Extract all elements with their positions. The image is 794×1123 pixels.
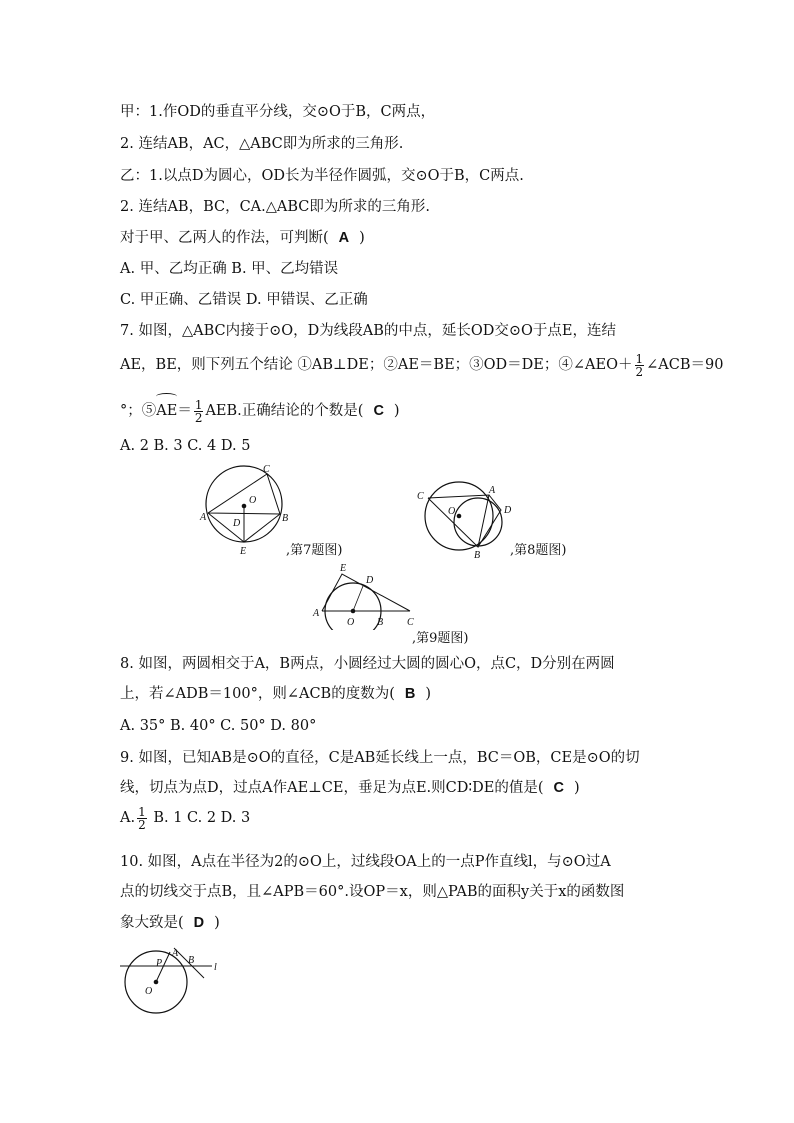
q10-answer: D	[193, 915, 205, 931]
q10-line2: 点的切线交于点B，且∠APB＝60°.设OP＝x，则△PAB的面积y关于x的函数图	[120, 884, 625, 900]
q8-answer: B	[404, 686, 416, 702]
q7-frac-num: 1	[635, 351, 644, 366]
fig8-center-dot	[457, 514, 462, 519]
q7-frac-den: 2	[635, 364, 644, 379]
fig9-label-e: E	[340, 563, 347, 574]
fig9-segment-od	[353, 586, 363, 611]
q7-line3-close: )	[393, 403, 400, 419]
q6-options-cd: C. 甲正确、乙错误 D. 甲错误、乙正确	[120, 292, 368, 308]
fig10-label-o: O	[145, 986, 153, 997]
fig10-label-b: B	[188, 955, 195, 966]
q10-line3-text: 象大致是(	[120, 915, 184, 931]
figure-q7	[198, 462, 298, 558]
fig8-label-b: B	[474, 550, 481, 560]
q9-frac-den: 2	[138, 817, 146, 832]
q10-line3	[120, 913, 220, 933]
fig8-small-circle	[454, 498, 502, 546]
fig10-center-dot	[154, 980, 159, 985]
figure-q10	[114, 946, 224, 1016]
q9-line2	[120, 778, 580, 798]
q8-options: A. 35° B. 40° C. 50° D. 80°	[120, 718, 317, 734]
fig7-label-c: C	[263, 464, 270, 475]
q7-options: A. 2 B. 3 C. 4 D. 5	[120, 438, 251, 454]
q8-line2-text: 上，若∠ADB＝100°，则∠ACB的度数为(	[120, 686, 395, 702]
caption-fig8: ,第8题图)	[510, 543, 567, 558]
q7-frac2-num: 1	[194, 397, 203, 412]
line-yi-step1: 乙：1.以点D为圆心，OD长为半径作圆弧，交⊙O于B，C两点.	[120, 168, 524, 184]
fig7-label-d: D	[233, 518, 241, 529]
fig9-center-dot	[351, 609, 356, 614]
fig9-label-a: A	[313, 608, 320, 619]
fig7-center-dot	[242, 504, 247, 509]
q9-option-a: A.	[120, 810, 136, 826]
q8-line2-close: )	[425, 686, 432, 702]
q10-line3-close: )	[214, 915, 220, 931]
figure-q9	[310, 562, 422, 630]
q9-options	[120, 803, 250, 833]
q7-line2-end: ∠ACB＝90	[646, 357, 724, 373]
q9-options-rest: B. 1 C. 2 D. 3	[148, 810, 251, 826]
q7-arc-ae: AE	[156, 396, 177, 426]
q7-line2	[120, 350, 723, 380]
fig9-label-d: D	[366, 575, 374, 586]
q7-line3	[120, 396, 400, 426]
fig10-label-l: l	[214, 962, 217, 973]
fig7-label-o: O	[249, 495, 257, 506]
fig8-label-o: O	[448, 506, 456, 517]
q7-line3-eq: ＝	[177, 403, 192, 419]
fig8-triangle-acb	[428, 495, 489, 547]
fig9-label-b: B	[377, 617, 384, 628]
q7-answer: C	[373, 403, 384, 419]
q9-line2-close: )	[574, 780, 580, 796]
q6-stem	[120, 228, 365, 248]
q7-line1: 7. 如图，△ABC内接于⊙O，D为线段AB的中点，延长OD交⊙O于点E，连结	[120, 323, 617, 339]
q9-line1: 9. 如图，已知AB是⊙O的直径，C是AB延长线上一点，BC＝OB，CE是⊙O的切	[120, 750, 640, 766]
fig8-label-d: D	[504, 505, 512, 516]
q6-stem-text: 对于甲、乙两人的作法，可判断(	[120, 230, 329, 246]
fig7-label-a: A	[200, 512, 207, 523]
q7-line3-text: AEB.正确结论的个数是(	[205, 403, 364, 419]
line-jia-step2: 2. 连结AB，AC，△ABC即为所求的三角形.	[120, 136, 404, 152]
q8-line2	[120, 684, 431, 704]
figure-q8	[412, 480, 518, 560]
fig9-label-c: C	[407, 617, 414, 628]
q9-frac-num: 1	[138, 804, 146, 819]
q9-answer: C	[553, 780, 565, 796]
fig8-segments-ad-bd	[478, 495, 501, 547]
line-yi-step2: 2. 连结AB，BC，CA.△ABC即为所求的三角形.	[120, 199, 431, 215]
q7-frac2-den: 2	[194, 410, 203, 425]
q7-fraction-half-2	[194, 399, 204, 424]
fig10-label-p: P	[156, 958, 163, 969]
q6-answer: A	[338, 230, 350, 246]
q6-options-ab: A. 甲、乙均正确 B. 甲、乙均错误	[120, 261, 339, 277]
q7-fraction-half	[635, 353, 645, 378]
q9-fraction-half	[137, 806, 147, 831]
caption-fig9: ,第9题图)	[412, 631, 469, 646]
fig10-label-a: A	[172, 948, 179, 959]
fig7-label-b: B	[282, 513, 289, 524]
q10-line1: 10. 如图，A点在半径为2的⊙O上，过线段OA上的一点P作直线l，与⊙O过A	[120, 854, 611, 870]
q7-line3-start: °；⑤	[120, 403, 157, 419]
fig8-label-a: A	[489, 485, 496, 496]
q6-stem-close: )	[359, 230, 365, 246]
caption-fig7: ,第7题图)	[286, 543, 343, 558]
q8-line1: 8. 如图，两圆相交于A，B两点，小圆经过大圆的圆心O，点C，D分别在两圆	[120, 656, 615, 672]
q9-line2-text: 线，切点为点D，过点A作AE⊥CE，垂足为点E.则CD∶DE的值是(	[120, 780, 544, 796]
fig9-label-o: O	[347, 617, 355, 628]
line-jia-step1: 甲：1.作OD的垂直平分线，交⊙O于B，C两点，	[120, 104, 436, 120]
fig8-label-c: C	[417, 491, 424, 502]
fig7-label-e: E	[240, 546, 247, 557]
q7-line2-text: AE，BE，则下列五个结论 ①AB⊥DE；②AE＝BE；③OD＝DE；④∠AEO＋	[120, 357, 633, 373]
